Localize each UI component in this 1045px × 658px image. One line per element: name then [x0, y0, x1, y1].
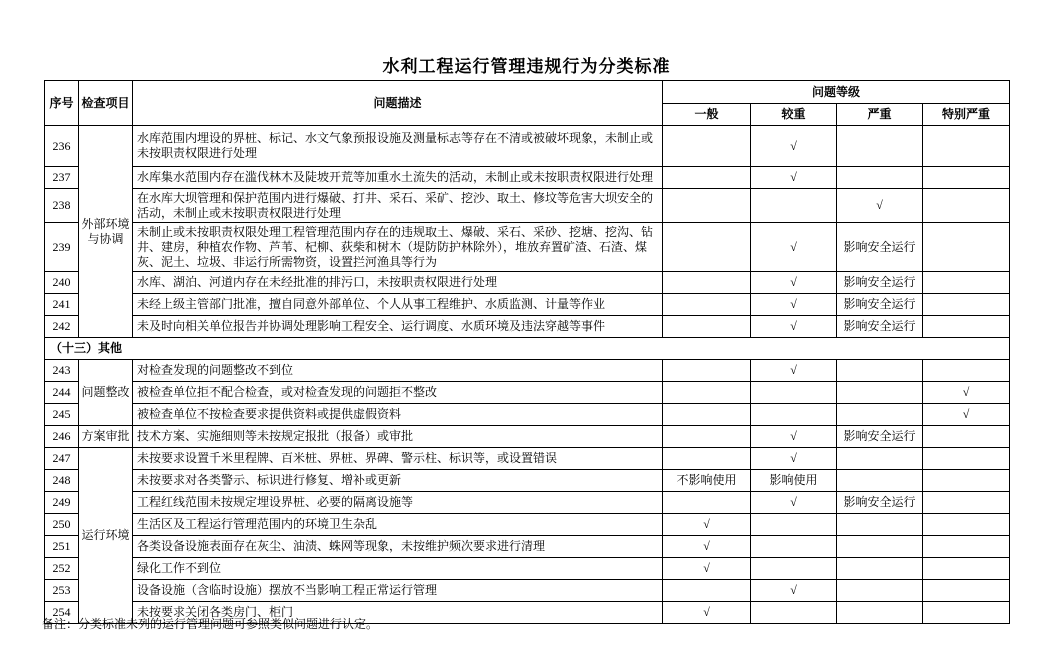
grade-moderate: [751, 382, 837, 404]
grade-serious: [837, 602, 923, 624]
grade-moderate: √: [751, 580, 837, 602]
section-row: [45, 338, 1010, 360]
table-row: [45, 470, 1010, 492]
grade-moderate: 影响使用: [751, 470, 837, 492]
grade-general: [663, 404, 751, 426]
grade-critical: [923, 448, 1010, 470]
inspection-item-environment: 运行环境: [79, 448, 133, 624]
table-row: [45, 272, 1010, 294]
problem-description: 被检查单位拒不配合检查，或对检查发现的问题拒不整改: [133, 382, 663, 404]
grade-moderate: √: [751, 492, 837, 514]
row-number: 240: [45, 272, 79, 294]
grade-serious: √: [837, 189, 923, 223]
problem-description: 被检查单位不按检查要求提供资料或提供虚假资料: [133, 404, 663, 426]
row-number: 251: [45, 536, 79, 558]
grade-serious: [837, 514, 923, 536]
grade-moderate: √: [751, 126, 837, 167]
problem-description: 未按要求对各类警示、标识进行修复、增补或更新: [133, 470, 663, 492]
grade-serious: [837, 448, 923, 470]
grade-moderate: √: [751, 294, 837, 316]
grade-serious: [837, 382, 923, 404]
row-number: 250: [45, 514, 79, 536]
grade-critical: √: [923, 382, 1010, 404]
grade-general: [663, 167, 751, 189]
grade-critical: [923, 223, 1010, 272]
row-number: 249: [45, 492, 79, 514]
row-number: 254: [45, 602, 79, 624]
grade-general: √: [663, 558, 751, 580]
grade-moderate: [751, 558, 837, 580]
grade-general: 不影响使用: [663, 470, 751, 492]
row-number: 241: [45, 294, 79, 316]
row-number: 248: [45, 470, 79, 492]
table-row: [45, 514, 1010, 536]
problem-description: 水库集水范围内存在滥伐林木及陡坡开荒等加重水土流失的活动，未制止或未按职责权限进行处理: [133, 167, 663, 189]
problem-description: 在水库大坝管理和保护范围内进行爆破、打井、采石、采矿、挖沙、取土、修坟等危害大坝安全的活动，未制止或未按职责权限进行处理: [133, 189, 663, 223]
inspection-item-rectify: 问题整改: [79, 360, 133, 426]
row-number: 247: [45, 448, 79, 470]
grade-moderate: √: [751, 426, 837, 448]
grade-serious: [837, 360, 923, 382]
footnote: 备注：分类标准未列的运行管理问题可参照类似问题进行认定。: [42, 617, 379, 631]
table-row: [45, 448, 1010, 470]
grade-serious: [837, 126, 923, 167]
problem-description: 未制止或未按职责权限处理工程管理范围内存在的违规取土、爆破、采石、采砂、挖塘、挖沟、钻井、建房，种植农作物、芦苇、杞柳、荻柴和树木（堤防防护林除外），堆放弃置矿渣、石渣、煤灰、泥土、垃圾、非运行所需物资，设置拦河渔具等行为: [133, 223, 663, 272]
grade-critical: [923, 492, 1010, 514]
grade-critical: [923, 558, 1010, 580]
table-row: [45, 404, 1010, 426]
problem-description: 各类设备设施表面存在灰尘、油渍、蛛网等现象，未按维护频次要求进行清理: [133, 536, 663, 558]
grade-serious: [837, 558, 923, 580]
grade-moderate: √: [751, 167, 837, 189]
grade-serious: 影响安全运行: [837, 223, 923, 272]
header-grade-critical: 特别严重: [923, 104, 1010, 126]
problem-description: 绿化工作不到位: [133, 558, 663, 580]
table-header-row: [45, 81, 1010, 104]
table-row: [45, 294, 1010, 316]
grade-serious: 影响安全运行: [837, 426, 923, 448]
grade-serious: [837, 536, 923, 558]
problem-description: 水库范围内埋设的界桩、标记、水文气象预报设施及测量标志等存在不清或被破坏现象，未制止或未按职责权限进行处理: [133, 126, 663, 167]
grade-general: [663, 492, 751, 514]
section-label: （十三）其他: [45, 338, 1010, 360]
grade-moderate: [751, 514, 837, 536]
row-number: 253: [45, 580, 79, 602]
grade-serious: [837, 580, 923, 602]
problem-description: 工程红线范围未按规定埋设界桩、必要的隔离设施等: [133, 492, 663, 514]
grade-general: √: [663, 602, 751, 624]
problem-description: 对检查发现的问题整改不到位: [133, 360, 663, 382]
problem-description: 设备设施（含临时设施）摆放不当影响工程正常运行管理: [133, 580, 663, 602]
grade-critical: [923, 316, 1010, 338]
row-number: 252: [45, 558, 79, 580]
grade-moderate: √: [751, 223, 837, 272]
header-no: 序号: [45, 81, 79, 126]
row-number: 236: [45, 126, 79, 167]
header-grade-group: 问题等级: [663, 81, 1010, 104]
grade-critical: [923, 580, 1010, 602]
grade-general: [663, 316, 751, 338]
grade-serious: 影响安全运行: [837, 272, 923, 294]
grade-serious: [837, 470, 923, 492]
problem-description: 未及时向相关单位报告并协调处理影响工程安全、运行调度、水质环境及违法穿越等事件: [133, 316, 663, 338]
grade-moderate: [751, 602, 837, 624]
table-row: [45, 382, 1010, 404]
grade-serious: 影响安全运行: [837, 492, 923, 514]
grade-serious: 影响安全运行: [837, 316, 923, 338]
problem-description: 未按要求关闭各类房门、柜门: [133, 602, 663, 624]
row-number: 237: [45, 167, 79, 189]
grade-general: [663, 126, 751, 167]
row-number: 239: [45, 223, 79, 272]
header-item: 检查项目: [79, 81, 133, 126]
table-row: [45, 316, 1010, 338]
table-row: [45, 223, 1010, 272]
grade-general: [663, 426, 751, 448]
problem-description: 水库、湖泊、河道内存在未经批准的排污口，未按职责权限进行处理: [133, 272, 663, 294]
table-row: [45, 189, 1010, 223]
grade-general: √: [663, 536, 751, 558]
grade-general: [663, 448, 751, 470]
grade-critical: [923, 470, 1010, 492]
problem-description: 未经上级主管部门批准，擅自同意外部单位、个人从事工程维护、水质监测、计量等作业: [133, 294, 663, 316]
grade-critical: [923, 426, 1010, 448]
problem-description: 生活区及工程运行管理范围内的环境卫生杂乱: [133, 514, 663, 536]
header-grade-serious: 严重: [837, 104, 923, 126]
table-row: [45, 126, 1010, 167]
grade-general: [663, 272, 751, 294]
grade-critical: [923, 294, 1010, 316]
grade-general: [663, 223, 751, 272]
table-row: [45, 558, 1010, 580]
table-row: [45, 167, 1010, 189]
table-row: [45, 492, 1010, 514]
grade-critical: [923, 126, 1010, 167]
row-number: 246: [45, 426, 79, 448]
row-number: 243: [45, 360, 79, 382]
grade-serious: [837, 404, 923, 426]
grade-critical: [923, 602, 1010, 624]
grade-serious: [837, 167, 923, 189]
grade-critical: [923, 360, 1010, 382]
classification-table: [44, 80, 1010, 624]
row-number: 244: [45, 382, 79, 404]
grade-moderate: √: [751, 360, 837, 382]
grade-critical: √: [923, 404, 1010, 426]
grade-critical: [923, 514, 1010, 536]
grade-moderate: √: [751, 272, 837, 294]
grade-moderate: [751, 189, 837, 223]
grade-critical: [923, 272, 1010, 294]
grade-general: [663, 580, 751, 602]
grade-general: [663, 294, 751, 316]
table-row: [45, 536, 1010, 558]
header-desc: 问题描述: [133, 81, 663, 126]
grade-critical: [923, 536, 1010, 558]
table-row: [45, 360, 1010, 382]
row-number: 242: [45, 316, 79, 338]
grade-moderate: [751, 404, 837, 426]
grade-general: [663, 382, 751, 404]
grade-moderate: [751, 536, 837, 558]
table-row: [45, 426, 1010, 448]
grade-general: [663, 189, 751, 223]
inspection-item-external: 外部环境与协调: [79, 126, 133, 338]
grade-critical: [923, 167, 1010, 189]
page-title: 水利工程运行管理违规行为分类标准: [382, 57, 671, 76]
problem-description: 未按要求设置千米里程牌、百米桩、界桩、界碑、警示柱、标识等，或设置错误: [133, 448, 663, 470]
row-number: 245: [45, 404, 79, 426]
table-row: [45, 580, 1010, 602]
header-grade-moderate: 较重: [751, 104, 837, 126]
grade-serious: 影响安全运行: [837, 294, 923, 316]
row-number: 238: [45, 189, 79, 223]
header-grade-general: 一般: [663, 104, 751, 126]
problem-description: 技术方案、实施细则等未按规定报批（报备）或审批: [133, 426, 663, 448]
grade-critical: [923, 189, 1010, 223]
grade-general: [663, 360, 751, 382]
grade-moderate: √: [751, 448, 837, 470]
grade-moderate: √: [751, 316, 837, 338]
grade-general: √: [663, 514, 751, 536]
inspection-item-approval: 方案审批: [79, 426, 133, 448]
